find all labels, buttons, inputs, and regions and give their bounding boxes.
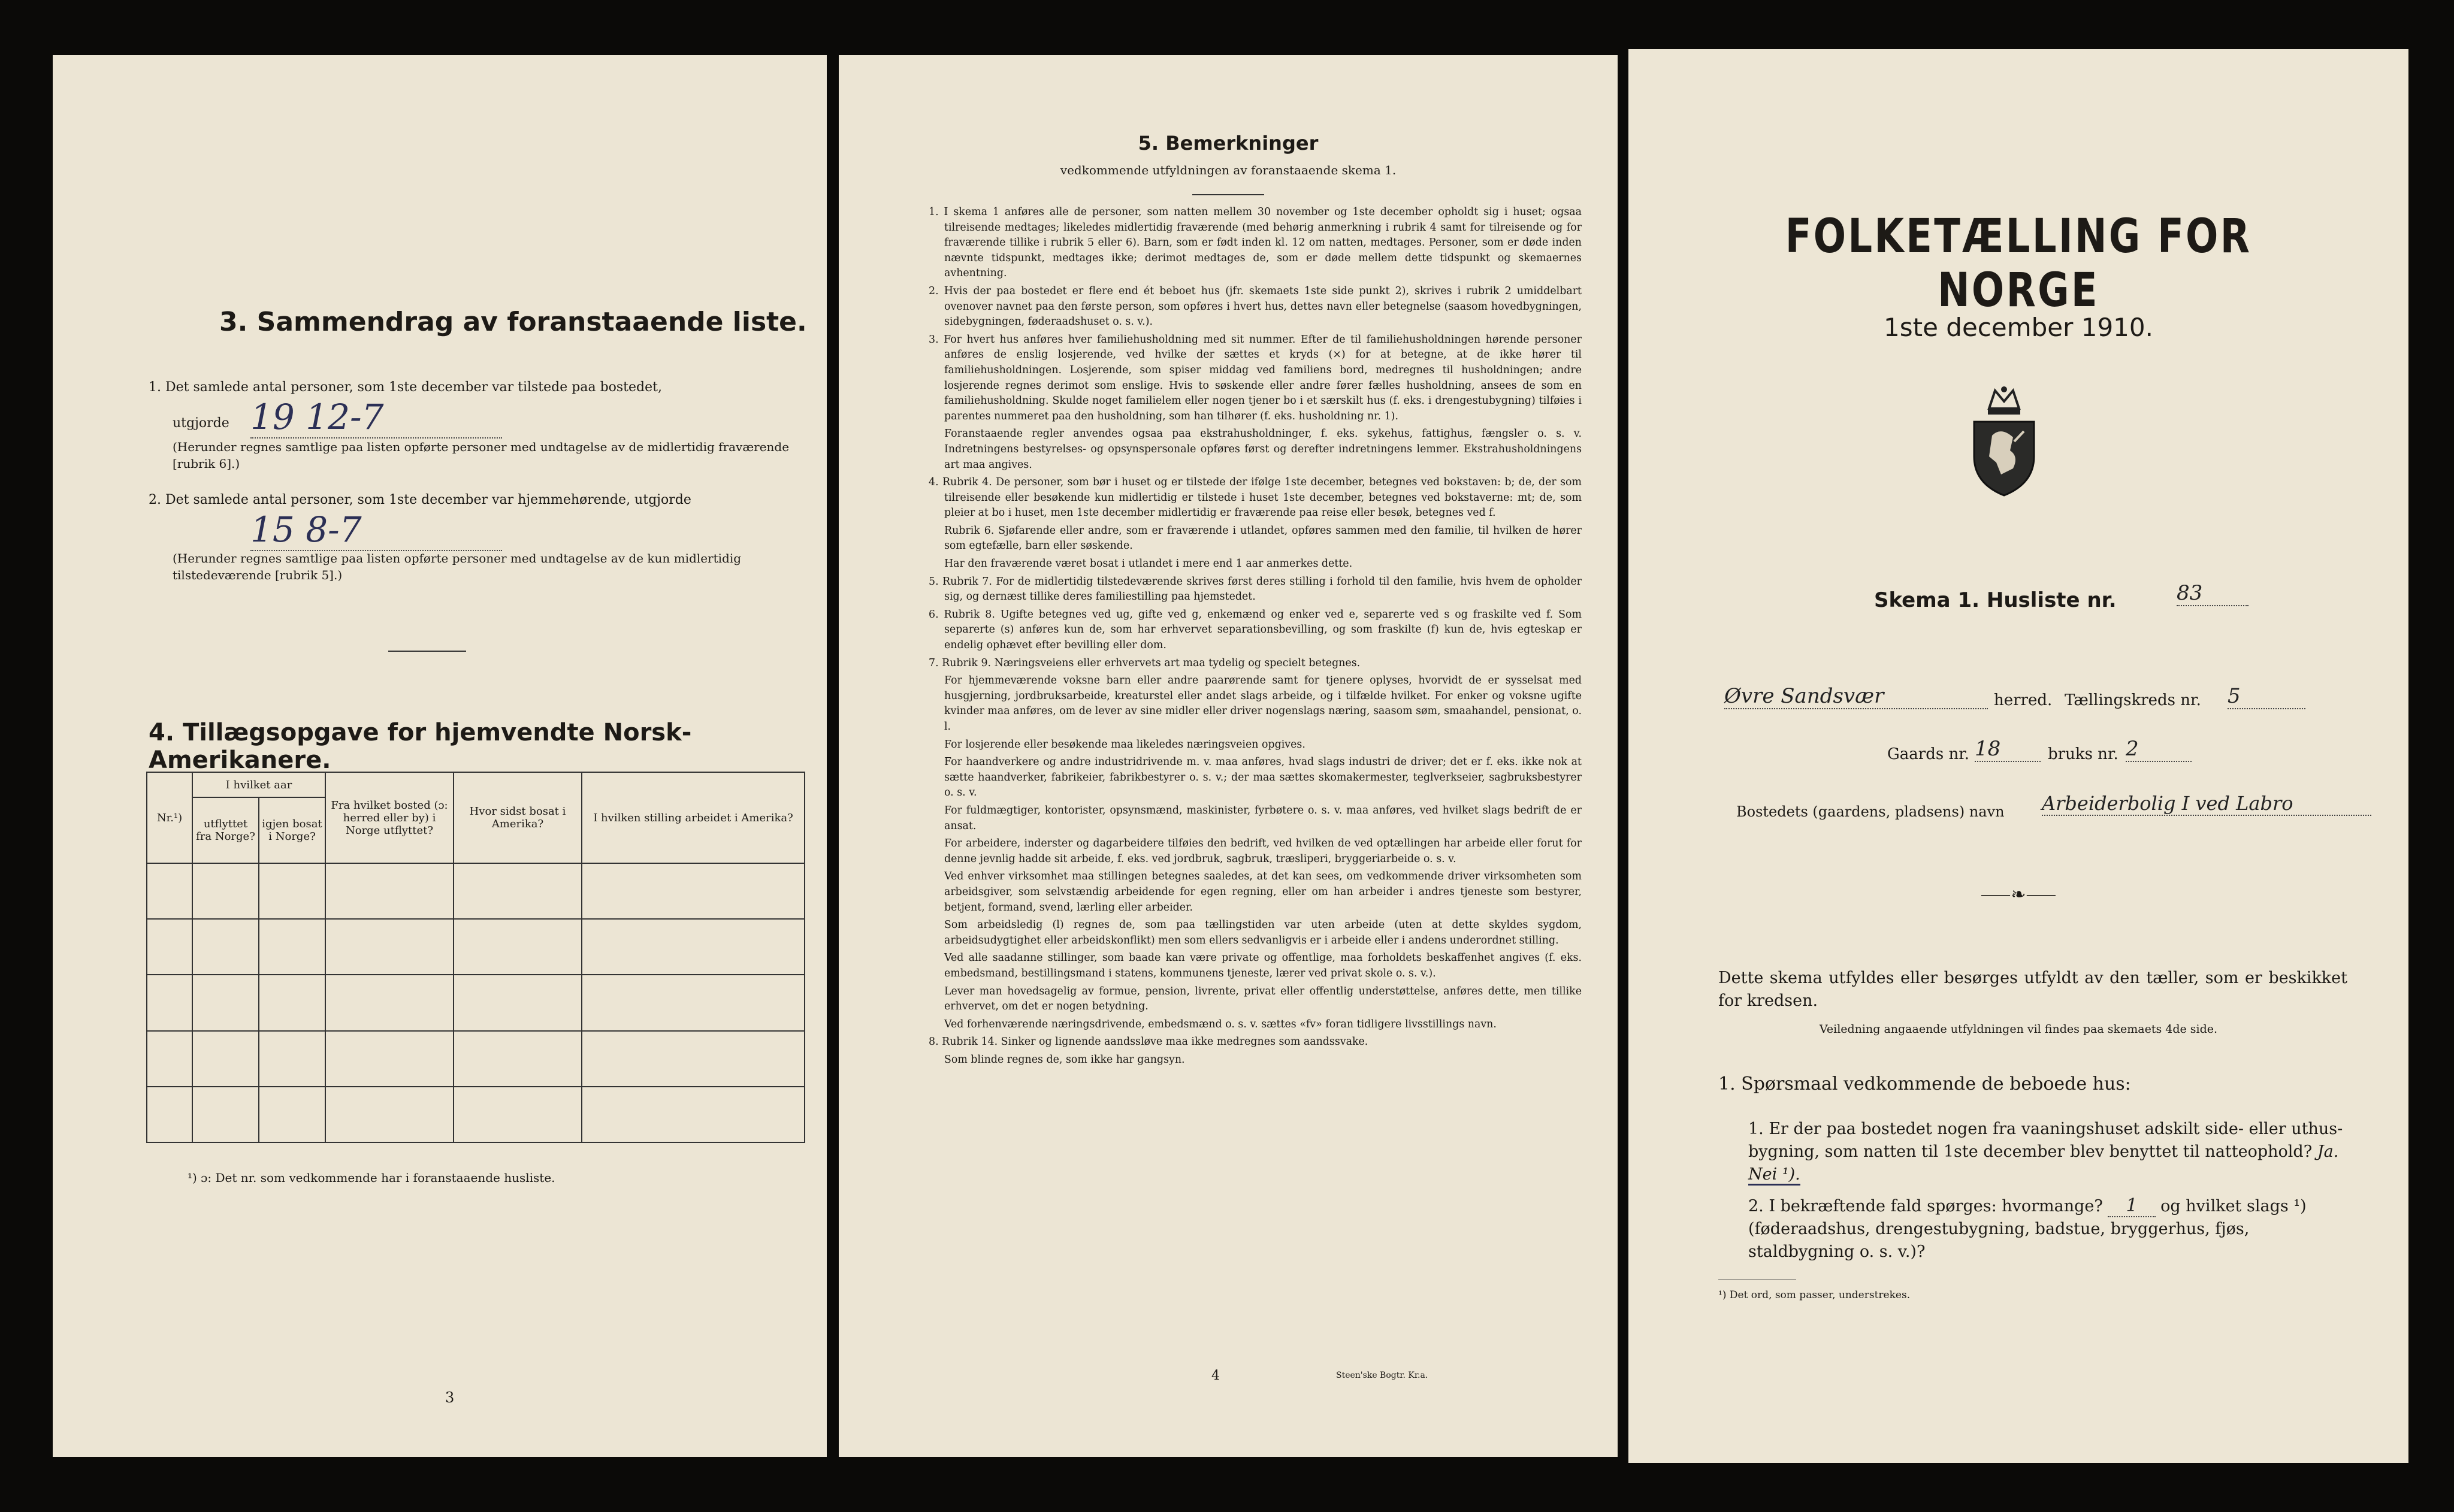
remark-paragraph: 5. Rubrik 7. For de midlertidig tilstedeværende skrives først deres stilling i forhold til den familie, hvis hvem de opholder sig, og dernæst tillike deres familiestilling paa hjemstedet. [929,575,1582,603]
gaards-value: 18 [1975,737,2041,762]
remark-paragraph: Foranstaaende regler anvendes ogsaa paa ekstrahusholdninger, f. eks. sykehus, fattighus, fængsler o. s. v. Indretningens bestyrelses- og opsynspersonale opføres først og derefter indretningens lemmer. Ekstrahusholdningens art maa angives. [944,428,1582,471]
remark-paragraph: For fuldmægtiger, kontorister, opsynsmænd, maskinister, fyrbøtere o. s. v. maa anføres, ved hvilket slags bedrift de er ansat. [944,804,1582,832]
item2-note: (Herunder regnes samtlige paa listen opførte personer med undtagelse av de kun midlertidig tilstedeværende [rubrik 5].) [173,551,742,582]
col-hvor-sidst: Hvor sidst bosat i Amerika? [454,772,582,863]
item2-text: 2. Det samlede antal personer, som 1ste december var hjemmehørende, utgjorde [149,492,691,507]
table-footnote: ¹) ɔ: Det nr. som vedkommende har i foranstaaende husliste. [188,1171,555,1185]
item1-text: 1. Det samlede antal personer, som 1ste december var tilstede paa bostedet, [149,380,662,395]
gaards-label: Gaards nr. [1887,745,1970,763]
remarks-divider [1192,194,1264,195]
section4-title: 4. Tillægsopgave for hjemvendte Norsk-Amerikanere. [149,719,692,774]
coat-of-arms-icon [1965,385,2043,498]
remark-paragraph: 4. Rubrik 4. De personer, som bør i huset og er tilstede der ifølge 1ste december, betegnes ved bokstaven: b; de, der som tilreisende eller besøkende kun midlertidig er tilstede i huset 1ste december, betegnes ved bokstaverne: mt; de, som pleier at bo i huset, men 1ste december midlertidig er fraværende paa reise eller besøk, betegnes ved f. [929,476,1582,519]
question-2: 2. I bekræftende fald spørges: hvormange? 1 og hvilket slags ¹) (føderaadshus, drengestubygning, badstue, bryggerhus, fjøs, staldbygning o. s. v.)? [1748,1195,2307,1261]
remark-paragraph: 6. Rubrik 8. Ugifte betegnes ved ug, gifte ved g, enkemænd og enker ved e, separerte ved s og fraskilte ved f. Som separerte (s) anføres kun de, som har erhvervet separationsbevilling, og som fraskilte (f) kun de, hvis egteskap er endelig ophævet efter bevilling eller dom. [929,608,1582,652]
remark-paragraph: Rubrik 6. Sjøfarende eller andre, som er fraværende i utlandet, opføres sammen med den familie, til hvilken de hører som egtefælle, barn eller søskende. [944,524,1582,552]
americans-table [146,772,805,1143]
bruks-label: bruks nr. [2048,745,2118,763]
question-heading: 1. Spørsmaal vedkommende de beboede hus: [1718,1073,2131,1094]
item1-value: 19 12-7 [250,397,502,439]
remarks-body [929,205,1582,1070]
item2-value: 15 8-7 [250,509,502,551]
col-igjen: igjen bosat i Norge? [259,797,325,863]
remark-paragraph: Som blinde regnes de, som ikke har gangsyn. [944,1053,1185,1066]
question-1: 1. Er der paa bostedet nogen fra vaaningshuset adskilt side- eller uthus-bygning, som natten til 1ste december blev benyttet til natteophold? Ja. Nei ¹). [1748,1118,2347,1186]
skema-label: Skema 1. Husliste nr. [1874,588,2117,612]
census-title: FOLKETÆLLING FOR NORGE [1785,210,2252,317]
page-number-3: 3 [445,1389,455,1406]
remark-paragraph: 3. For hvert hus anføres hver familiehusholdning med sit nummer. Efter de til familiehusholdningen hørende personer anføres de enslig losjerende, ved hvilke der sættes et kryds (×) for at betegne, at de ikke hører til familiehusholdningen. Losjerende, som spiser middag ved familiens bord, medregnes til husholdningen; andre losjerende regnes derimot som enslige. Hvis to søskende eller andre fører fælles husholdning, ansees de som en familiehusholdning. Skulde noget familielem eller nogen tjener bo i et særskilt hus (f. eks. i drengestubygning) tilføies i parentes nummeret paa den husholdning, som han tilhører (f. eks. husholdning nr. 1). [929,333,1582,422]
kreds-label: Tællingskreds nr. [2065,691,2201,709]
col-stilling: I hvilken stilling arbeidet i Amerika? [582,772,805,863]
info-text: Dette skema utfyldes eller besørges utfyldt av den tæller, som er beskikket for kredsen. [1718,969,2347,1010]
col-utflyttet: utflyttet fra Norge? [192,797,259,863]
bosted-label: Bostedets (gaardens, pladsens) navn [1736,803,2005,820]
herred-value: Øvre Sandsvær [1724,684,1988,709]
q1-nei: Nei ¹). [1748,1165,1800,1186]
remarks-title: 5. Bemerkninger [1138,132,1319,155]
page-number-4: 4 [1211,1368,1220,1383]
remark-paragraph: For arbeidere, inderster og dagarbeidere tilføies den bedrift, ved hvilken de ved optællingen har arbeide eller forut for denne jevnlig hadde sit arbeide, f. eks. ved jordbruk, sagbruk, træsliperi, bryggeriarbeide o. s. v. [944,837,1582,865]
printer-mark: Steen'ske Bogtr. Kr.a. [1336,1371,1428,1380]
middle-page [839,55,1618,1457]
remark-paragraph: For losjerende eller besøkende maa likeledes næringsveien opgives. [944,738,1305,751]
remark-paragraph: 8. Rubrik 14. Sinker og lignende aandssløve maa ikke medregnes som aandssvake. [929,1036,1368,1048]
remarks-subtitle: vedkommende utfyldningen av foranstaaende skema 1. [1060,163,1397,177]
remark-paragraph: 7. Rubrik 9. Næringsveiens eller erhvervets art maa tydelig og specielt betegnes. [929,657,1361,669]
item1-note: (Herunder regnes samtlige paa listen opførte personer med undtagelse av de midlertidig fraværende [rubrik 6].) [173,440,790,471]
right-page [1628,49,2408,1463]
husliste-nr: 83 [2177,581,2249,606]
col-hvilket-aar: I hvilket aar [192,772,325,797]
item1-utgjorde: utgjorde [173,416,229,431]
q2-value: 1 [2108,1195,2155,1217]
remark-paragraph: For haandverkere og andre industridrivende m. v. maa anføres, hvad slags industri de driver; det er f. eks. ikke nok at sætte haandverker, fabrikeier, fabrikbestyrer o. s. v.; der maa sættes skomakermester, teglverkseier, sagbruksbestyrer o. s. v. [944,756,1582,799]
right-footnote: ¹) Det ord, som passer, understrekes. [1718,1289,1911,1301]
bosted-value: Arbeiderbolig I ved Labro [2042,792,2371,816]
remark-paragraph: Ved enhver virksomhet maa stillingen betegnes saaledes, at det kan sees, om vedkommende driver virksomheten som arbeidsgiver, som selvstændig arbeidende for egen regning, eller om han arbeider i andres tjeneste som bestyrer, betjent, formand, svend, lærling eller arbeider. [944,870,1582,914]
herred-label: herred. [1994,691,2053,709]
divider [388,651,466,652]
remark-paragraph: Ved forhenværende næringsdrivende, embedsmænd o. s. v. sættes «fv» foran tidligere livsstillings navn. [944,1018,1497,1030]
section3-title: 3. Sammendrag av foranstaaende liste. [219,307,807,337]
info-small: Veiledning angaaende utfyldningen vil findes paa skemaets 4de side. [1819,1023,2218,1036]
remark-paragraph: 2. Hvis der paa bostedet er flere end ét beboet hus (jfr. skemaets 1ste side punkt 2), skrives i rubrik 2 umiddelbart ovenover navnet paa den første person, som opføres i hvert hus, dettes navn eller betegnelse (saasom hovedbygningen, sidebygningen, føderaadshuset o. s. v.). [929,285,1582,328]
remark-paragraph: For hjemmeværende voksne barn eller andre paarørende samt for tjenere oplyses, hvorvidt de er sysselsat med husgjerning, jordbruksarbeide, kreaturstel eller andet slags arbeide, og i tilfælde hvilket. For enker og voksne ugifte kvinder maa anføres, om de lever av sine midler eller driver nogenslags næring, saasom søm, smaahandel, pensionat, o. l. [944,675,1582,733]
kreds-value: 5 [2228,684,2305,709]
remark-paragraph: Som arbeidsledig (l) regnes de, som paa tællingstiden var uten arbeide (uten at dette skyldes sygdom, arbeidsudygtighet eller arbeidskonflikt) men som ellers sedvanligvis er i arbeide eller i andens underordnet stilling. [944,919,1582,946]
remark-paragraph: Har den fraværende været bosat i utlandet i mere end 1 aar anmerkes dette. [944,558,1353,570]
bruks-value: 2 [2126,737,2192,762]
col-nr: Nr.¹) [147,772,192,863]
left-page [53,55,827,1457]
remark-paragraph: Ved alle saadanne stillinger, som baade kan være private og offentlige, maa forholdets beskaffenhet angives (f. eks. embedsmand, bestillingsmand i statens, kommunens tjeneste, lærer ved privat skole o. s. v.). [944,952,1582,979]
q1-ja: Ja. [2317,1142,2339,1161]
remark-paragraph: Lever man hovedsagelig av formue, pension, livrente, privat eller offentlig understøttelse, anføres dette, men tillike erhvervet, om det er nogen betydning. [944,985,1582,1013]
census-date: 1ste december 1910. [1884,313,2153,342]
remark-paragraph: 1. I skema 1 anføres alle de personer, som natten mellem 30 november og 1ste december opholdt sig i huset; ogsaa tilreisende medtages; likeledes midlertidig fraværende (med behørig anmerkning i rubrik 4 samt for tilreisende og for fraværende tillike i rubrik 5 eller 6). Barn, som er født inden kl. 12 om natten, medtages. Personer, som er døde inden nævnte tidspunkt, medtages ikke; derimot medtages de, som er døde mellem dette tidspunkt og skemaernes avhentning. [929,206,1582,280]
ornament-icon: ⸺❧⸺ [1980,884,2057,905]
col-fra-hvilket: Fra hvilket bosted (ɔ: herred eller by) i Norge utflyttet? [325,772,454,863]
